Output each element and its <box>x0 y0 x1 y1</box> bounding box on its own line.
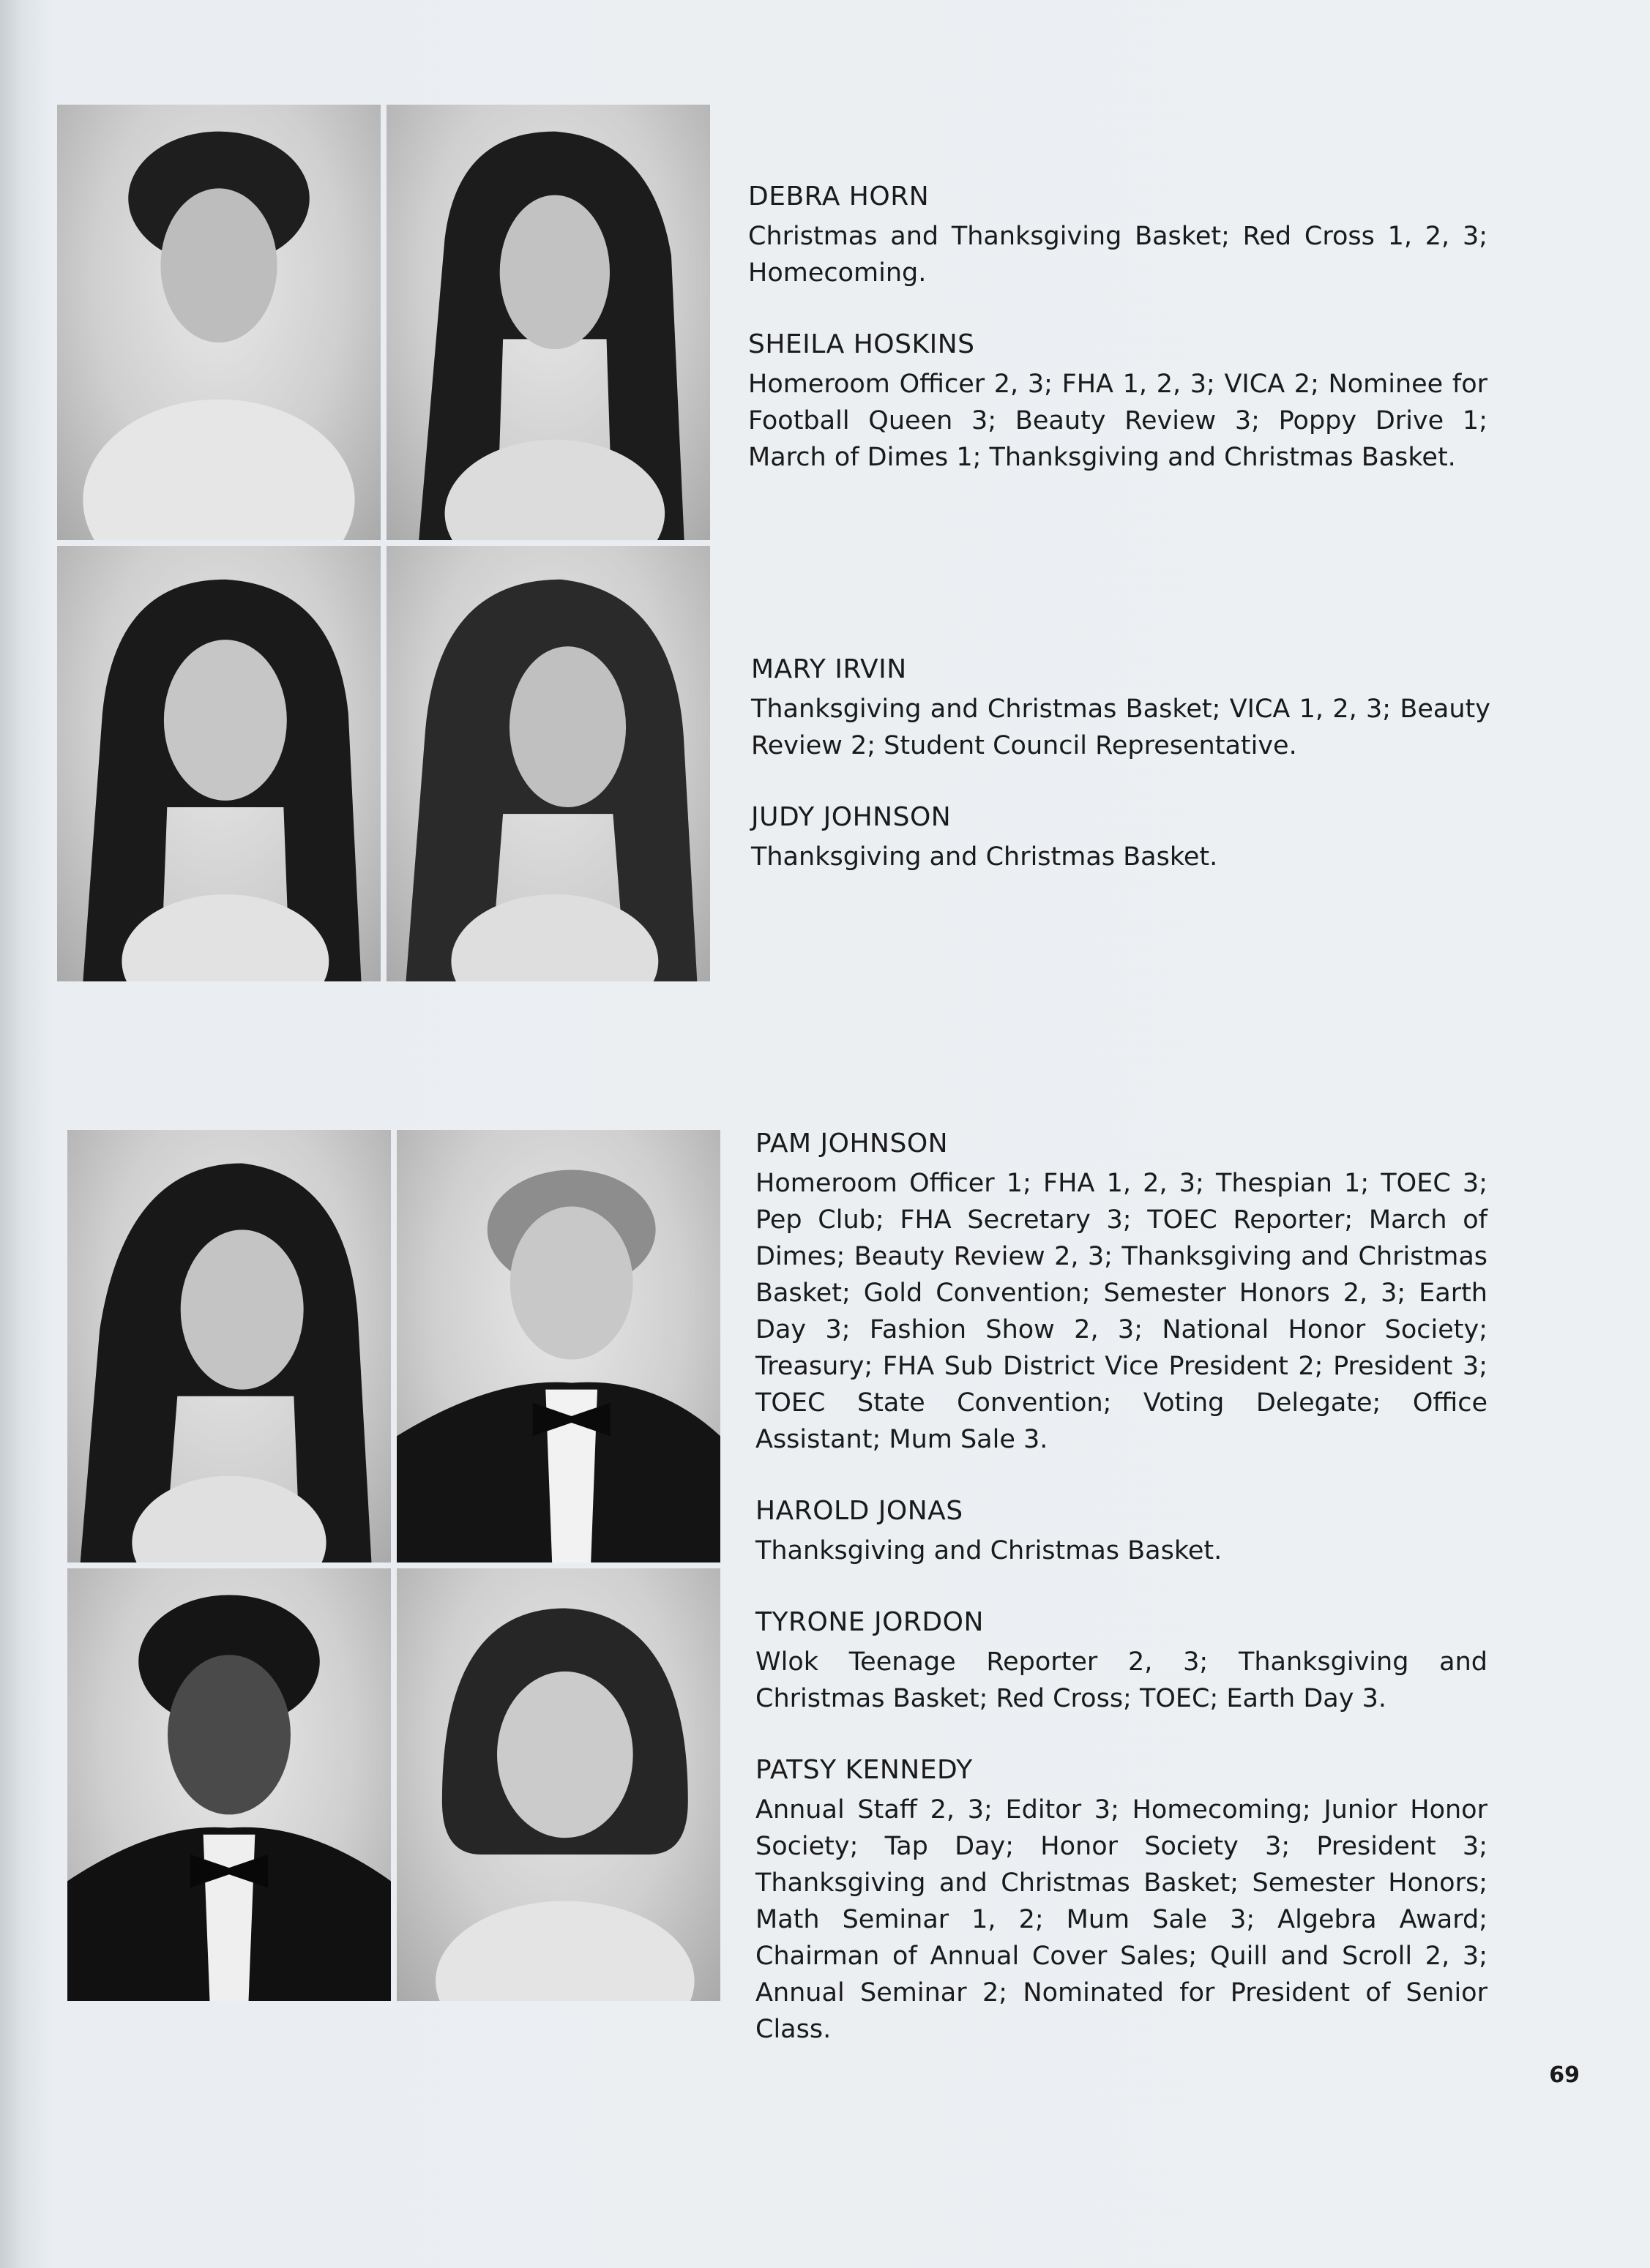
portrait-image <box>397 1130 720 1562</box>
portrait-tyrone-jordon <box>67 1568 391 2001</box>
portrait-image <box>67 1130 391 1562</box>
student-name: PATSY KENNEDY <box>755 1755 973 1785</box>
student-activities: Homeroom Officer 1; FHA 1, 2, 3; Thespian 1; TOEC 3; Pep Club; FHA Secretary 3; TOEC Reporter; March of Dimes; Beauty Review 2, 3; Thanksgiving and Christmas Basket; Gold Convention; Semester Honors 2, 3; Earth Day 3; Fashion Show 2, 3; National Honor Society; Treasury; FHA Sub District Vice President 2; President 3; TOEC State Convention; Voting Delegate; Office Assistant; Mum Sale 3. <box>755 1169 1487 1454</box>
entry-pam-johnson <box>755 1127 1487 1458</box>
student-name: SHEILA HOSKINS <box>748 329 975 359</box>
student-activities: Homeroom Officer 2, 3; FHA 1, 2, 3; VICA 2; Nominee for Football Queen 3; Beauty Review 3; Poppy Drive 1; March of Dimes 1; Thanksgiving and Christmas Basket. <box>748 370 1487 472</box>
student-name: JUDY JOHNSON <box>751 802 952 832</box>
student-activities: Thanksgiving and Christmas Basket; VICA 1, 2, 3; Beauty Review 2; Student Council Representative. <box>751 695 1490 760</box>
page-number: 69 <box>1549 2062 1580 2088</box>
student-name: MARY IRVIN <box>751 654 907 684</box>
student-name: TYRONE JORDON <box>755 1607 984 1637</box>
entry-tyrone-jordon <box>755 1606 1487 1717</box>
student-name: HAROLD JONAS <box>755 1496 963 1526</box>
entry-patsy-kennedy <box>755 1754 1487 2048</box>
student-activities: Wlok Teenage Reporter 2, 3; Thanksgiving and Christmas Basket; Red Cross; TOEC; Earth Day 3. <box>755 1647 1487 1713</box>
portrait-sheila-hoskins <box>387 105 710 540</box>
portrait-image <box>387 546 710 981</box>
student-name: PAM JOHNSON <box>755 1129 949 1159</box>
student-name: DEBRA HORN <box>748 181 930 212</box>
portrait-debra-horn <box>57 105 381 540</box>
portrait-grid-bottom <box>67 1130 720 2001</box>
portrait-image <box>397 1568 720 2001</box>
portrait-patsy-kennedy <box>397 1568 720 2001</box>
entry-debra-horn <box>748 180 1487 291</box>
student-activities: Annual Staff 2, 3; Editor 3; Homecoming; Junior Honor Society; Tap Day; Honor Society 3; President 3; Thanksgiving and Christmas Basket; Semester Honors; Math Seminar 1, 2; Mum Sale 3; Algebra Award; Chairman of Annual Cover Sales; Quill and Scroll 2, 3; Annual Seminar 2; Nominated for President of Senior Class. <box>755 1795 1487 2044</box>
student-activities: Thanksgiving and Christmas Basket. <box>751 842 1218 872</box>
entries-block-bottom <box>755 1127 1487 2084</box>
portrait-grid-top <box>57 105 710 981</box>
student-activities: Thanksgiving and Christmas Basket. <box>755 1536 1222 1565</box>
portrait-mary-irvin <box>57 546 381 981</box>
entry-harold-jonas <box>755 1494 1487 1569</box>
portrait-judy-johnson <box>387 546 710 981</box>
entry-sheila-hoskins <box>748 328 1487 476</box>
portrait-image <box>387 105 710 540</box>
portrait-image <box>67 1568 391 2001</box>
portrait-harold-jonas <box>397 1130 720 1562</box>
portrait-image <box>57 546 381 981</box>
student-activities: Christmas and Thanksgiving Basket; Red Cross 1, 2, 3; Homecoming. <box>748 222 1487 288</box>
entry-judy-johnson <box>751 801 1490 875</box>
entries-block-top <box>748 180 1487 512</box>
portrait-image <box>57 105 381 540</box>
entries-block-middle <box>751 653 1490 912</box>
entry-mary-irvin <box>751 653 1490 764</box>
portrait-pam-johnson <box>67 1130 391 1562</box>
